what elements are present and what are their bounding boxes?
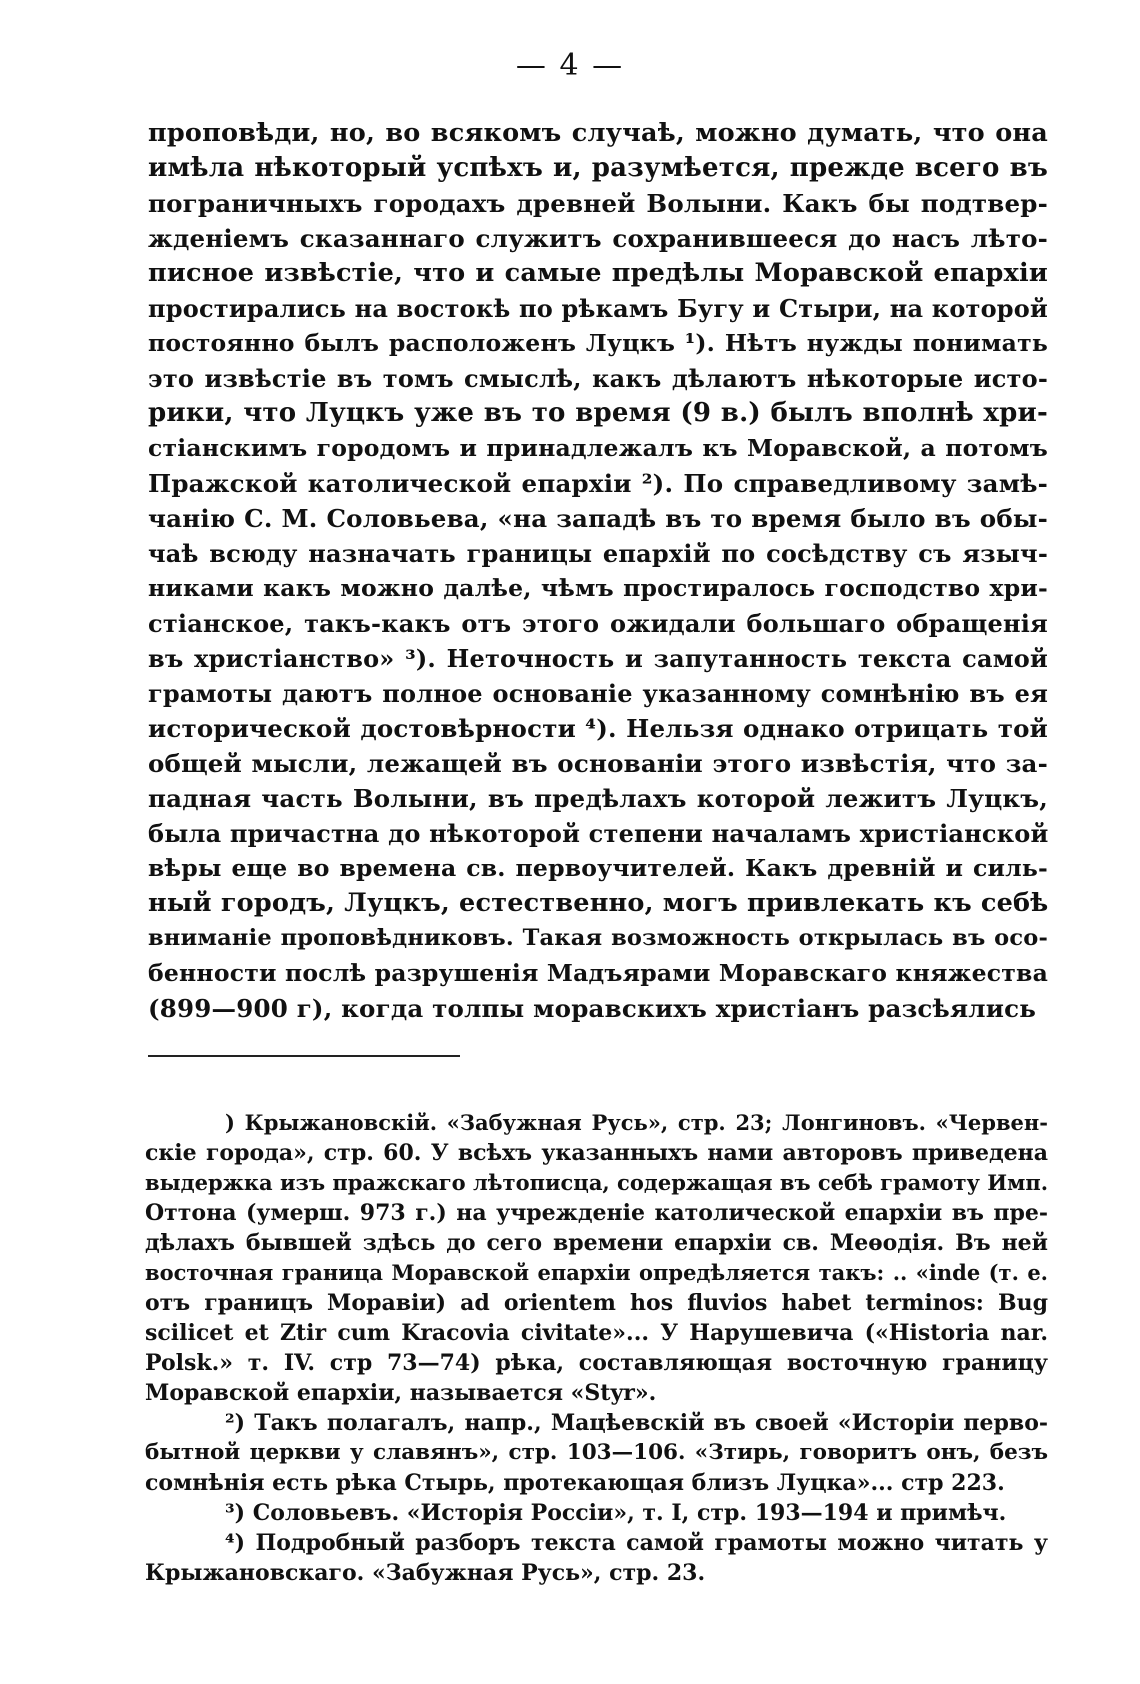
text-line: пограничныхъ городахъ древней Волыни. Какъ бы подтвер- bbox=[148, 189, 1048, 218]
footnote-4 bbox=[145, 1528, 1048, 1588]
footnote-line: scilicet et Ztir cum Kracovia civitate»... У Нарушевича («Historia nar. bbox=[145, 1320, 1048, 1346]
text-line: вѣры еще во времена св. первоучителей. Какъ древній и силь- bbox=[148, 854, 1048, 882]
text-line: имѣла нѣкоторый успѣхъ и, разумѣется, прежде всего въ bbox=[148, 153, 1048, 183]
text-line: проповѣди, но, во всякомъ случаѣ, можно думать, что она bbox=[148, 118, 1048, 148]
text-line: простирались на востокѣ по рѣкамъ Бугу и Стыри, на которой bbox=[148, 294, 1048, 323]
footnote-line: выдержка изъ пражскаго лѣтописца, содержащая въ себѣ грамоту Имп. bbox=[145, 1170, 1049, 1195]
text-line: жденіемъ сказаннаго служитъ сохранившееся до насъ лѣто- bbox=[148, 224, 1048, 253]
footnote-line: Polsk.» т. IV. стр 73—74) рѣка, составляющая восточную границу bbox=[145, 1350, 1048, 1376]
footnote-line: ) Крыжановскій. «Забужная Русь», стр. 23; Лонгиновъ. «Червен- bbox=[225, 1110, 1048, 1135]
text-line: рики, что Луцкъ уже въ то время (9 в.) былъ вполнѣ хри- bbox=[148, 398, 1048, 428]
footnote-line: восточная граница Моравской епархіи опредѣляется такъ: .. «inde (т. е. bbox=[145, 1260, 1048, 1285]
footnote-line: дѣлахъ бывшей здѣсь до сего времени епархіи св. Меѳодія. Въ ней bbox=[145, 1230, 1048, 1256]
footnote-line: ²) Такъ полагалъ, напр., Мацѣевскій въ своей «Исторіи перво- bbox=[225, 1410, 1048, 1436]
text-line: чанію С. М. Соловьева, «на западѣ въ то время было въ обы- bbox=[148, 504, 1048, 533]
footnote-line: бытной церкви у славянъ», стр. 103—106. «Зтирь, говоритъ онъ, безъ bbox=[145, 1440, 1048, 1465]
footnote-line: Моравской епархіи, называется «Styr». bbox=[145, 1380, 657, 1406]
text-line: стіанскимъ городомъ и принадлежалъ къ Моравской, а потомъ bbox=[148, 434, 1048, 462]
text-line: это извѣстіе въ томъ смыслѣ, какъ дѣлаютъ нѣкоторые исто- bbox=[148, 364, 1048, 393]
footnote-line: ³) Соловьевъ. «Исторія Россіи», т. I, стр. 193—194 и примѣч. bbox=[225, 1500, 1007, 1526]
text-line: писное извѣстіе, что и самые предѣлы Моравской епархіи bbox=[148, 258, 1048, 288]
main-text bbox=[148, 116, 1048, 1026]
text-line: (899—900 г), когда толпы моравскихъ христіанъ разсѣялись bbox=[148, 994, 1037, 1023]
text-line: Пражской католической епархіи ²). По справедливому замѣ- bbox=[148, 469, 1048, 498]
footnote-divider bbox=[148, 1055, 460, 1057]
footnote-line: Крыжановскаго. «Забужная Русь», стр. 23. bbox=[145, 1560, 706, 1586]
footnote-line: Оттона (умерш. 973 г.) на учрежденіе католической епархіи въ пре- bbox=[145, 1200, 1048, 1226]
footnote-line: отъ границъ Моравіи) ad orientem hos fluvios habet terminos: Bug bbox=[145, 1290, 1048, 1316]
footnote-line: ⁴) Подробный разборъ текста самой грамоты можно читать у bbox=[225, 1530, 1048, 1556]
text-line: грамоты даютъ полное основаніе указанному сомнѣнію въ ея bbox=[148, 679, 1048, 708]
text-line: бенности послѣ разрушенія Мадъярами Моравскаго княжества bbox=[148, 959, 1048, 987]
text-line: падная часть Волыни, въ предѣлахъ которой лежитъ Луцкъ, bbox=[148, 784, 1048, 813]
footnote-2 bbox=[145, 1408, 1048, 1498]
text-line: чаѣ всюду назначать границы епархій по сосѣдству съ языч- bbox=[148, 539, 1048, 568]
footnote-line: сомнѣнія есть рѣка Стырь, протекающая близъ Луцка»... стр 223. bbox=[145, 1470, 1005, 1496]
text-line: общей мысли, лежащей въ основаніи этого извѣстія, что за- bbox=[148, 749, 1048, 778]
footnotes bbox=[145, 1108, 1048, 1588]
text-line: ный городъ, Луцкъ, естественно, могъ привлекать къ себѣ bbox=[148, 888, 1049, 918]
page-number: — 4 — bbox=[515, 48, 625, 83]
text-line: исторической достовѣрности ⁴). Нельзя однако отрицать той bbox=[148, 714, 1048, 743]
footnote-line: скіе города», стр. 60. У всѣхъ указанныхъ нами авторовъ приведена bbox=[145, 1140, 1048, 1166]
text-line: постоянно былъ расположенъ Луцкъ ¹). Нѣтъ нужды понимать bbox=[148, 329, 1048, 357]
text-line: была причастна до нѣкоторой степени началамъ христіанской bbox=[148, 819, 1049, 848]
footnote-3 bbox=[145, 1498, 1048, 1528]
footnote-1 bbox=[145, 1108, 1048, 1408]
text-line: въ христіанство» ³). Неточность и запутанность текста самой bbox=[148, 644, 1048, 673]
text-line: никами какъ можно далѣе, чѣмъ простиралось господство хри- bbox=[148, 574, 1048, 602]
text-line: стіанское, такъ-какъ отъ этого ожидали большаго обращенія bbox=[148, 609, 1048, 638]
text-line: вниманіе проповѣдниковъ. Такая возможность открылась въ осо- bbox=[148, 925, 1048, 951]
